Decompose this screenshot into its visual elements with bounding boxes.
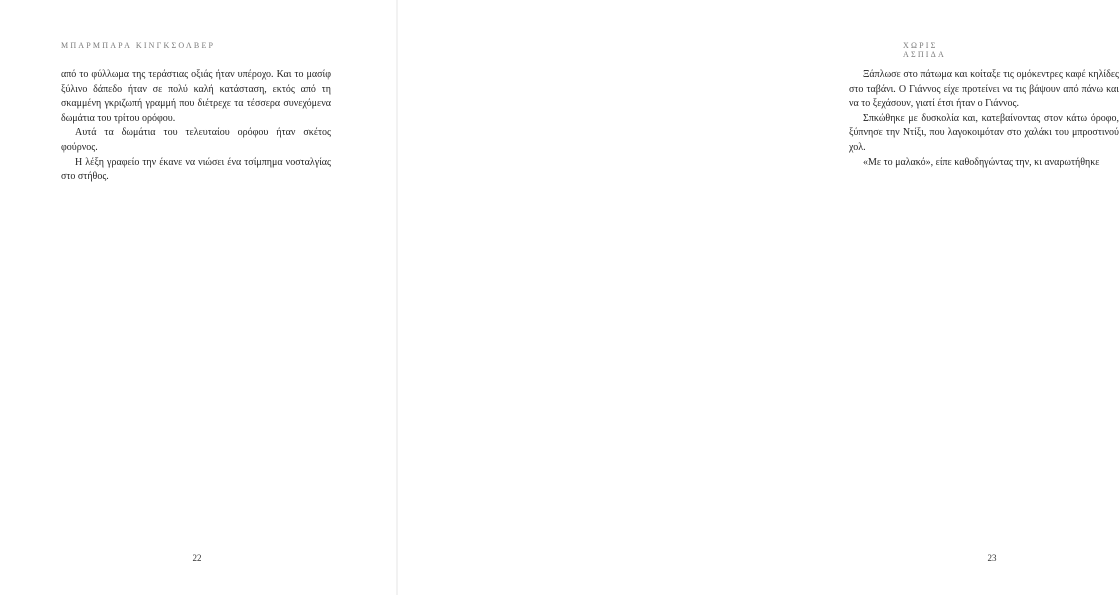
- paragraph: Αυτά τα δωμάτια του τελευταίου ορόφου ήταν σκέτος φούρνος.: [61, 127, 331, 153]
- paragraph: Ξάπλωσε στο πάτωμα και κοίταξε τις ομόκεντρες καφέ κηλίδες στο ταβάνι. Ο Γιάννος είχε προτείνει να τις βάψουν από πάνω και να το ξεχάσουν, γιατί έτσι ήταν ο Γιάννος.: [849, 69, 1119, 110]
- page-number: 22: [192, 553, 202, 563]
- paragraph: από το φύλλωμα της τεράστιας οξιάς ήταν υπέροχο. Και το μασίφ ξύλινο δάπεδο ήταν σε πολύ καλή κατάσταση, εκτός από τη σκαμμένη γκριζωπή γραμμή που διέτρεχε τα τέσσερα συνεχόμενα δωμάτια του τρίτου ορόφου.: [61, 69, 331, 124]
- left-page: [0, 0, 397, 595]
- paragraph: Σπκώθηκε με δυσκολία και, κατεβαίνοντας στον κάτω όροφο, ξύπνησε την Ντίξι, που λαγοκοιμόταν στο χαλάκι του μπροστινού χολ.: [849, 112, 1119, 153]
- right-page: [397, 0, 1119, 595]
- running-head-title: ΧΩΡΙΣ ΑΣΠΙΔΑ: [903, 41, 946, 59]
- paragraph: «Με το μαλακό», είπε καθοδηγώντας την, κι αναρωτήθηκε: [863, 156, 1100, 168]
- left-page-text: [61, 68, 331, 185]
- paragraph: Η λέξη γραφείο την έκανε να νιώσει ένα τσίμπημα νοσταλγίας στο στήθος.: [61, 156, 331, 183]
- running-head-author: ΜΠΑΡΜΠΑΡΑ ΚΙΝΓΚΣΟΛΒΕΡ: [61, 41, 216, 50]
- page-number: 23: [987, 553, 997, 563]
- right-page-text: [849, 68, 1119, 170]
